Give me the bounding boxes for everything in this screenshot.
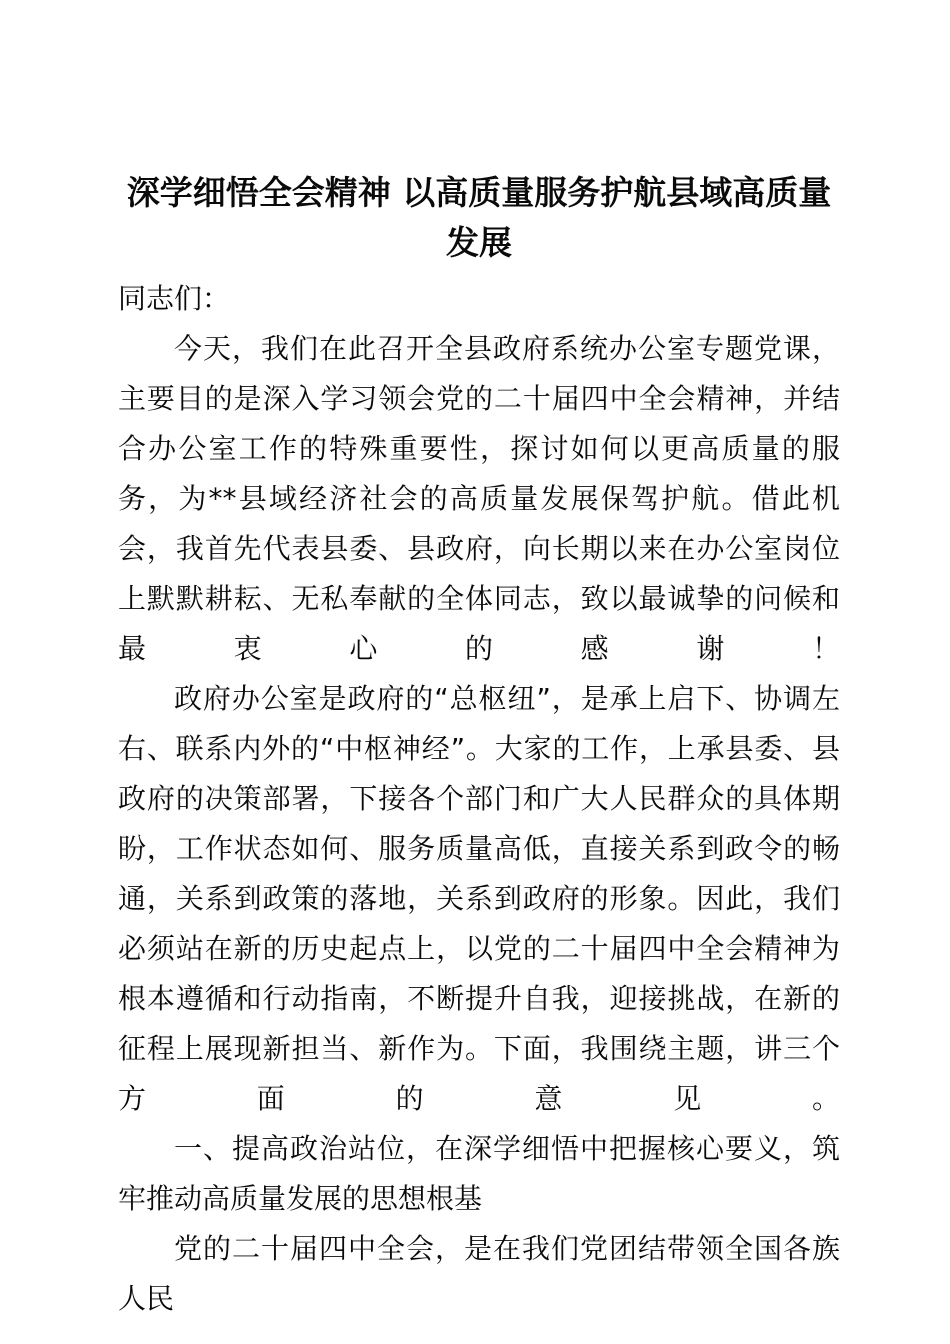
paragraph-2: 政府办公室是政府的“总枢纽”，是承上启下、协调左右、联系内外的“中枢神经”。大家的工作，上承县委、县政府的决策部署，下接各个部门和广大人民群众的具体期盼，工作状态如何、服务质量高低，直接关系到政令的畅通，关系到政策的落地，关系到政府的形象。因此，我们必须站在新的历史起点上，以党的二十届四中全会精神为根本遵循和行动指南，不断提升自我，迎接挑战，在新的征程上展现新担当、新作为。下面，我围绕主题，讲三个方面的意见。 bbox=[118, 682, 840, 1115]
document-body bbox=[118, 168, 840, 1324]
section-heading-1: 一、提高政治站位，在深学细悟中把握核心要义，筑牢推动高质量发展的思想根基 bbox=[118, 1133, 840, 1214]
page-title: 深学细悟全会精神 以高质量服务护航县域高质量发展 bbox=[126, 173, 832, 262]
paragraph-3: 党的二十届四中全会，是在我们党团结带领全国各族人民 bbox=[118, 1232, 840, 1315]
salutation: 同志们： bbox=[118, 282, 231, 315]
paragraph-1: 今天，我们在此召开全县政府系统办公室专题党课，主要目的是深入学习领会党的二十届四中全会精神，并结合办公室工作的特殊重要性，探讨如何以更高质量的服务，为**县域经济社会的高质量发展保驾护航。借此机会，我首先代表县委、县政府，向长期以来在办公室岗位上默默耕耘、无私奉献的全体同志，致以最诚挚的问候和最衷心的感谢！ bbox=[118, 332, 840, 665]
